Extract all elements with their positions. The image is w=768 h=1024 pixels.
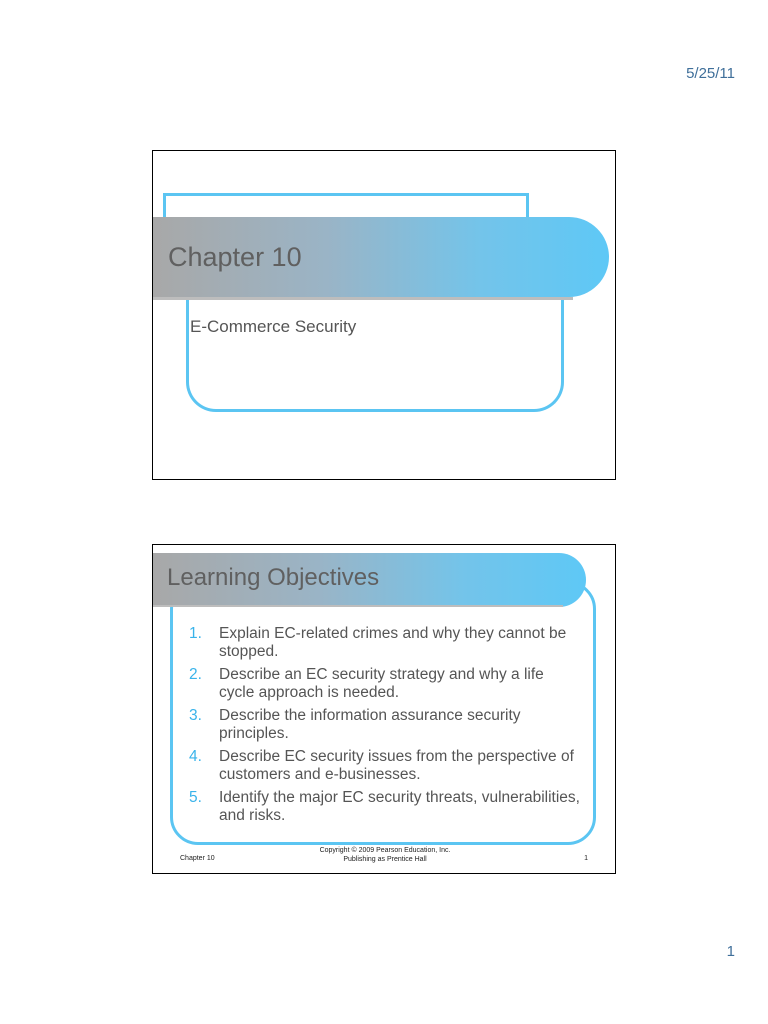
slide-footer-copyright: Copyright © 2009 Pearson Education, Inc. Publishing as Prentice Hall [319, 847, 451, 863]
page-number: 1 [726, 943, 735, 960]
list-text: Describe an EC security strategy and why a life cycle approach is needed. [219, 666, 544, 701]
list-text: Explain EC-related crimes and why they cannot be stopped. [219, 625, 567, 660]
slide-title [152, 150, 616, 480]
title-band-underline [153, 605, 563, 607]
slide-subtitle-text: E-Commerce Security [190, 317, 357, 336]
list-item [189, 625, 581, 661]
list-item [189, 789, 581, 825]
slide-title-text: Chapter 10 [168, 242, 302, 272]
slide-learning-objectives [152, 544, 616, 874]
objectives-list [189, 625, 581, 830]
list-number: 4. [189, 748, 202, 765]
list-number: 3. [189, 707, 202, 724]
list-text: Describe EC security issues from the perspective of customers and e-businesses. [219, 748, 574, 783]
list-text: Identify the major EC security threats, vulnerabilities, and risks. [219, 789, 580, 824]
list-text: Describe the information assurance security principles. [219, 707, 521, 742]
page-date: 5/25/11 [686, 65, 735, 82]
slide-footer-number: 1 [584, 855, 588, 862]
slide-heading: Learning Objectives [167, 564, 380, 591]
list-item [189, 666, 581, 702]
list-item [189, 707, 581, 743]
list-item [189, 748, 581, 784]
list-number: 5. [189, 789, 202, 806]
list-number: 1. [189, 625, 202, 642]
slide-footer-chapter: Chapter 10 [180, 855, 215, 862]
list-number: 2. [189, 666, 202, 683]
